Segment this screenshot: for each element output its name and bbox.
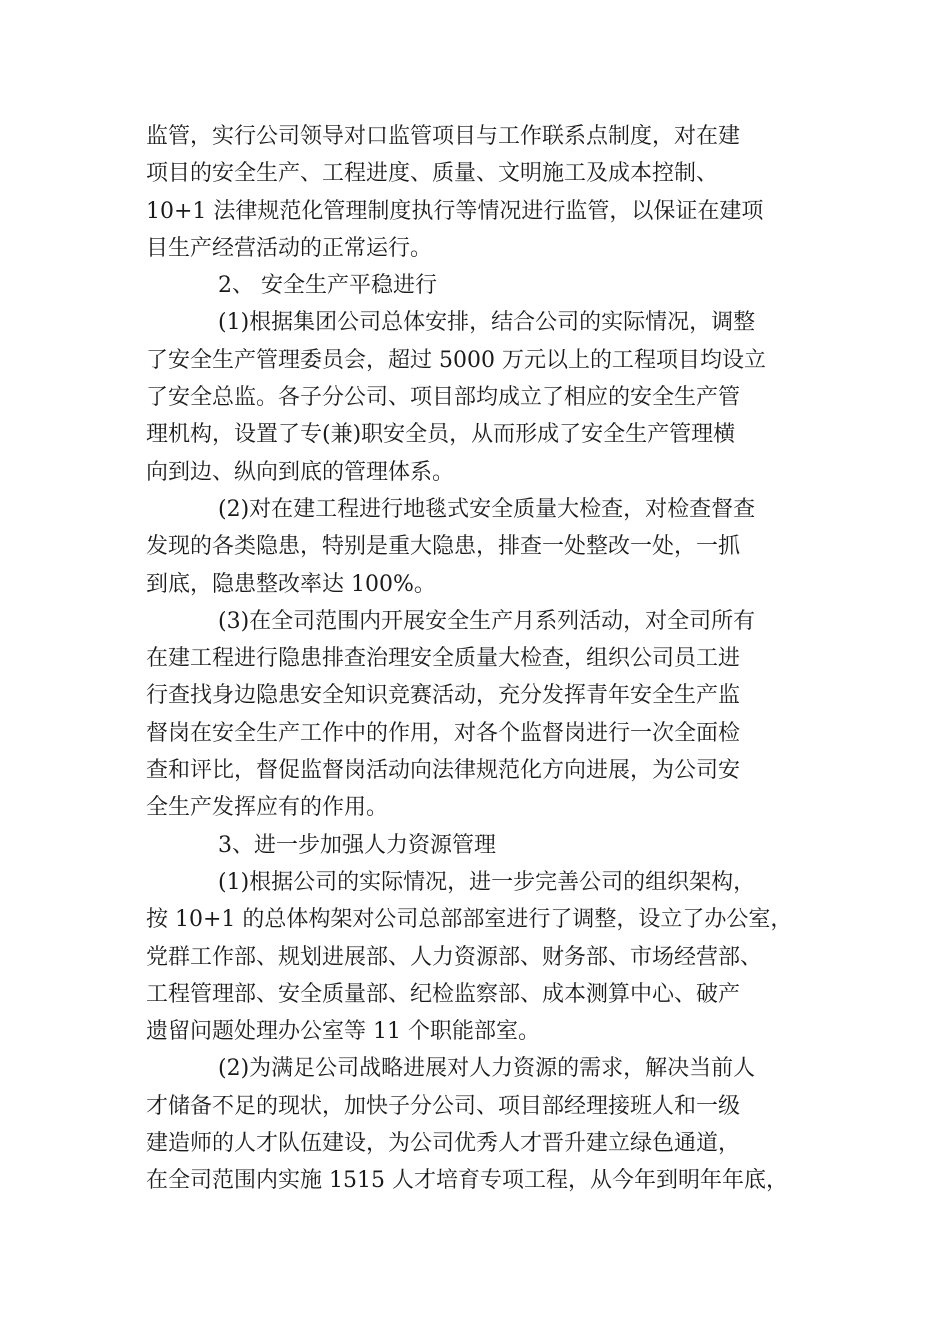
text-line: 按 10+1 的总体构架对公司总部部室进行了调整，设立了办公室， (146, 907, 793, 933)
text-line: 工程管理部、安全质量部、纪检监察部、成本测算中心、破产 (146, 981, 741, 1007)
text-line: 才储备不足的现状，加快子分公司、项目部经理接班人和一级 (146, 1093, 741, 1119)
text-line: 建造师的人才队伍建设，为公司优秀人才晋升建立绿色通道， (146, 1131, 741, 1157)
document-body (146, 118, 816, 1200)
paragraph-start-line: (1)根据公司的实际情况，进一步完善公司的组织架构， (218, 869, 756, 895)
text-line: 10+1 法律规范化管理制度执行等情况进行监管，以保证在建项 (146, 198, 764, 224)
paragraph-start-line: (1)根据集团公司总体安排，结合公司的实际情况，调整 (218, 310, 756, 336)
paragraph-start-line: (3)在全司范围内开展安全生产月系列活动，对全司所有 (218, 608, 756, 634)
text-line: 党群工作部、规划进展部、人力资源部、财务部、市场经营部、 (146, 944, 763, 970)
text-line: 遗留问题处理办公室等 11 个职能部室。 (146, 1019, 540, 1045)
text-line: 项目的安全生产、工程进度、质量、文明施工及成本控制、 (146, 161, 719, 187)
section-heading: 2、 安全生产平稳进行 (218, 273, 437, 299)
text-line: 查和评比，督促监督岗活动向法律规范化方向进展，为公司安 (146, 758, 741, 784)
text-line: 在建工程进行隐患排查治理安全质量大检查，组织公司员工进 (146, 646, 741, 672)
text-line: 了安全总监。各子分公司、项目部均成立了相应的安全生产管 (146, 385, 741, 411)
section-heading: 3、进一步加强人力资源管理 (218, 832, 496, 858)
text-line: 理机构，设置了专(兼)职安全员，从而形成了安全生产管理横 (146, 422, 736, 448)
text-line: 向到边、纵向到底的管理体系。 (146, 459, 455, 485)
text-line: 发现的各类隐患，特别是重大隐患，排查一处整改一处，一抓 (146, 534, 741, 560)
text-line: 目生产经营活动的正常运行。 (146, 235, 433, 261)
text-line: 全生产发挥应有的作用。 (146, 795, 389, 821)
text-line: 行查找身边隐患安全知识竞赛活动，充分发挥青年安全生产监 (146, 683, 741, 709)
text-line: 了安全生产管理委员会，超过 5000 万元以上的工程项目均设立 (146, 347, 766, 373)
paragraph-start-line: (2)为满足公司战略进展对人力资源的需求，解决当前人 (218, 1056, 756, 1082)
text-line: 在全司范围内实施 1515 人才培育专项工程，从今年到明年年底， (146, 1168, 788, 1194)
text-line: 到底，隐患整改率达 100%。 (146, 571, 436, 597)
paragraph-start-line: (2)对在建工程进行地毯式安全质量大检查，对检查督查 (218, 496, 756, 522)
text-line: 监管，实行公司领导对口监管项目与工作联系点制度，对在建 (146, 124, 741, 149)
text-line: 督岗在安全生产工作中的作用，对各个监督岗进行一次全面检 (146, 720, 741, 746)
